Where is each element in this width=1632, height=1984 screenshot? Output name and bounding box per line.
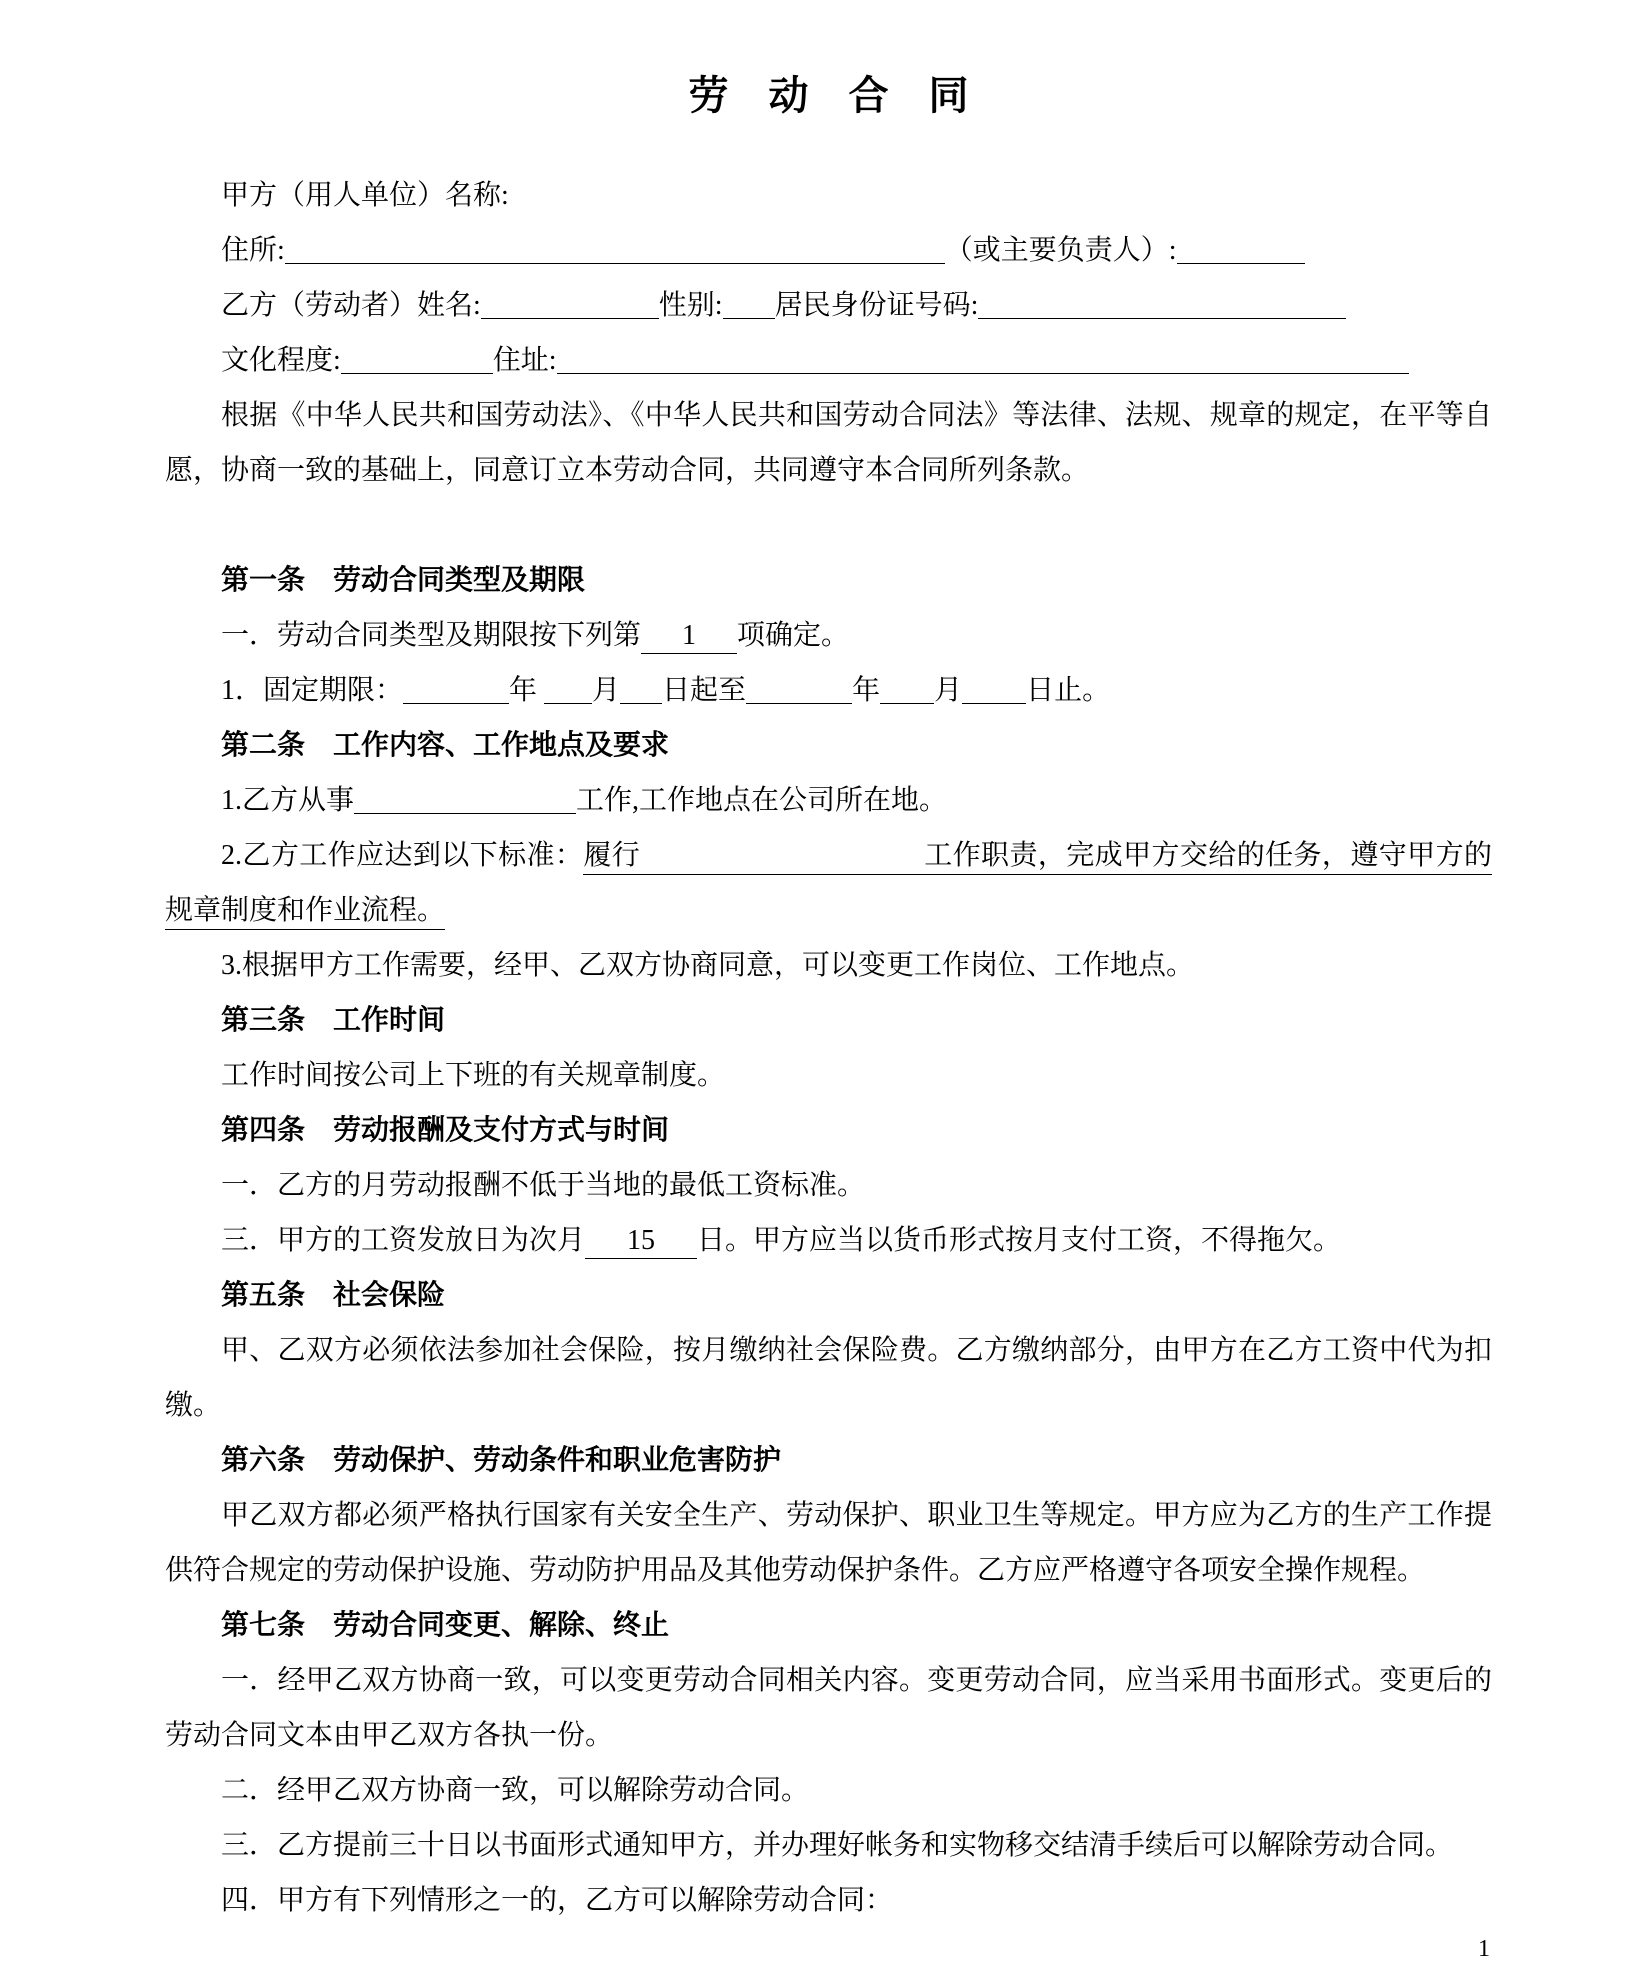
text-run: 甲、乙双方必须依法参加社会保险，按月缴纳社会保险费。乙方缴纳部分，由甲方在乙方工资中代为扣缴。 <box>165 1335 1492 1421</box>
paragraph <box>165 1323 1492 1433</box>
text-run: 1.乙方从事 <box>221 785 355 816</box>
paragraph <box>165 1213 1492 1268</box>
text-run: 一．经甲乙双方协商一致，可以变更劳动合同相关内容。变更劳动合同，应当采用书面形式。变更后的劳动合同文本由甲乙双方各执一份。 <box>165 1665 1492 1751</box>
text-run: 年 <box>852 675 881 706</box>
paragraph <box>165 1488 1492 1598</box>
blank-field <box>481 290 659 319</box>
paragraph <box>165 773 1492 828</box>
document-body <box>165 168 1492 1928</box>
text-run: 日止。 <box>1026 675 1111 706</box>
page-number: 1 <box>1478 1936 1490 1962</box>
blank-field <box>544 675 592 704</box>
text-run: 月 <box>934 675 963 706</box>
blank-field <box>341 345 493 374</box>
filled-field: 15 <box>585 1225 697 1259</box>
text-run: 根据《中华人民共和国劳动法》、《中华人民共和国劳动合同法》等法律、法规、规章的规定，在平等自愿，协商一致的基础上，同意订立本劳动合同，共同遵守本合同所列条款。 <box>165 400 1492 486</box>
text-run: 文化程度: <box>221 345 341 376</box>
text-run: 第七条 劳动合同变更、解除、终止 <box>221 1610 670 1641</box>
text-run: 甲乙双方都必须严格执行国家有关安全生产、劳动保护、职业卫生等规定。甲方应为乙方的生产工作提供符合规定的劳动保护设施、劳动防护用品及其他劳动保护条件。乙方应严格遵守各项安全操作规程。 <box>165 1500 1492 1586</box>
paragraph <box>165 278 1492 333</box>
text-run: 四．甲方有下列情形之一的，乙方可以解除劳动合同： <box>221 1885 894 1916</box>
paragraph <box>165 223 1492 278</box>
text-run: 性别: <box>658 290 723 321</box>
section-heading <box>165 1268 1492 1323</box>
blank-field <box>620 675 662 704</box>
underlined-text-run: 履行 工作职责，完成甲方交给的任务，遵守甲方的规章制度和作业流程。 <box>165 840 1492 930</box>
text-run: 月 <box>592 675 621 706</box>
paragraph <box>165 333 1492 388</box>
paragraph <box>165 1763 1492 1818</box>
section-heading <box>165 553 1492 608</box>
text-run: 3.根据甲方工作需要，经甲、乙双方协商同意，可以变更工作岗位、工作地点。 <box>221 950 1195 981</box>
text-run: 1．固定期限： <box>221 675 404 706</box>
blank-field <box>723 290 775 319</box>
text-run: 住所: <box>221 235 285 266</box>
text-run: 居民身份证号码: <box>774 290 979 321</box>
text-run: 一．乙方的月劳动报酬不低于当地的最低工资标准。 <box>221 1170 866 1201</box>
text-run: 第六条 劳动保护、劳动条件和职业危害防护 <box>221 1445 782 1476</box>
text-run: 年 <box>509 675 545 706</box>
text-run: 乙方（劳动者）姓名: <box>221 290 481 321</box>
paragraph <box>165 168 1492 223</box>
section-heading <box>165 1103 1492 1158</box>
text-run: 二．经甲乙双方协商一致，可以解除劳动合同。 <box>221 1775 810 1806</box>
text-run: 第五条 社会保险 <box>221 1280 446 1311</box>
paragraph <box>165 608 1492 663</box>
paragraph <box>165 1048 1492 1103</box>
filled-field: 1 <box>641 620 737 654</box>
text-run: 项确定。 <box>737 620 850 651</box>
text-run: 一．劳动合同类型及期限按下列第 <box>221 620 642 651</box>
text-run: 甲方（用人单位）名称: <box>221 180 509 211</box>
blank-field <box>285 235 945 264</box>
paragraph <box>165 938 1492 993</box>
section-heading <box>165 1433 1492 1488</box>
blank-field <box>557 345 1409 374</box>
blank-field <box>403 675 509 704</box>
section-heading <box>165 993 1492 1048</box>
text-run: 工作,工作地点在公司所在地。 <box>576 785 948 816</box>
text-run: 第一条 劳动合同类型及期限 <box>221 565 586 596</box>
paragraph <box>165 1653 1492 1763</box>
text-run: 住址: <box>492 345 557 376</box>
blank-field <box>962 675 1026 704</box>
paragraph <box>165 663 1492 718</box>
text-run: 三．甲方的工资发放日为次月 <box>221 1225 586 1256</box>
paragraph <box>165 1873 1492 1928</box>
text-run: 第二条 工作内容、工作地点及要求 <box>221 730 670 761</box>
text-run: 第三条 工作时间 <box>221 1005 446 1036</box>
text-run: 2.乙方工作应达到以下标准： <box>221 840 584 871</box>
section-heading <box>165 718 1492 773</box>
text-run: （或主要负责人）: <box>944 235 1177 266</box>
blank-line <box>165 498 1492 553</box>
paragraph <box>165 1158 1492 1213</box>
text-run: 日。甲方应当以货币形式按月支付工资，不得拖欠。 <box>697 1225 1342 1256</box>
paragraph <box>165 1818 1492 1873</box>
paragraph <box>165 388 1492 498</box>
blank-field <box>746 675 852 704</box>
paragraph <box>165 828 1492 938</box>
text-run: 日起至 <box>662 675 747 706</box>
blank-field <box>354 785 576 814</box>
blank-field <box>1177 235 1305 264</box>
blank-field <box>880 675 934 704</box>
document-title: 劳 动 合 同 <box>688 73 969 118</box>
text-run: 工作时间按公司上下班的有关规章制度。 <box>221 1060 726 1091</box>
blank-field <box>978 290 1346 319</box>
text-run: 三．乙方提前三十日以书面形式通知甲方，并办理好帐务和实物移交结清手续后可以解除劳动合同。 <box>221 1830 1454 1861</box>
section-heading <box>165 1598 1492 1653</box>
text-run: 第四条 劳动报酬及支付方式与时间 <box>221 1115 670 1146</box>
